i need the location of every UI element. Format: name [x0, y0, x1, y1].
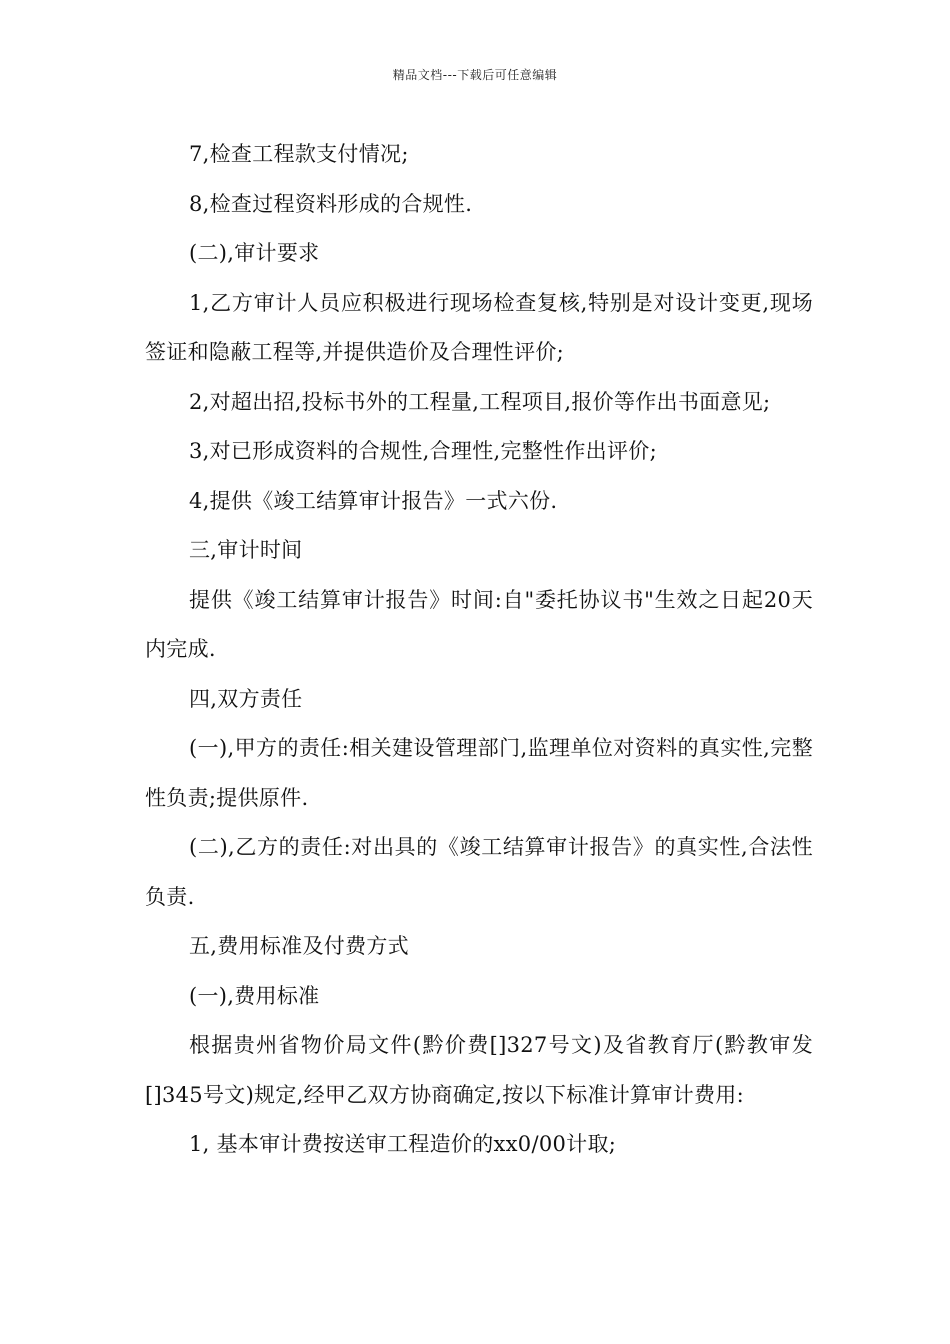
document-body	[145, 130, 813, 1170]
paragraph-party-a-responsibility: (一),甲方的责任:相关建设管理部门,监理单位对资料的真实性,完整性负责;提供原件.	[145, 736, 813, 810]
paragraph-basic-fee: 1, 基本审计费按送审工程造价的xx0/00计取;	[189, 1132, 617, 1156]
paragraph-item-7: 7,检查工程款支付情况;	[189, 142, 409, 166]
section-heading-audit-requirements: (二),审计要求	[189, 241, 320, 265]
page-header: 精品文档---下载后可任意编辑	[392, 68, 558, 82]
section-heading-responsibilities: 四,双方责任	[189, 686, 303, 711]
paragraph-party-b-responsibility: (二),乙方的责任:对出具的《竣工结算审计报告》的真实性,合法性负责.	[145, 835, 813, 909]
paragraph-audit-time: 提供《竣工结算审计报告》时间:自"委托协议书"生效之日起20天内完成.	[145, 587, 813, 661]
paragraph-requirement-3: 3,对已形成资料的合规性,合理性,完整性作出评价;	[189, 439, 657, 463]
section-heading-audit-time: 三,审计时间	[189, 538, 303, 562]
paragraph-requirement-4: 4,提供《竣工结算审计报告》一式六份.	[189, 488, 558, 513]
paragraph-item-8: 8,检查过程资料形成的合规性.	[189, 191, 473, 216]
section-heading-fees: 五,费用标准及付费方式	[189, 934, 409, 958]
subsection-heading-fee-standard: (一),费用标准	[189, 983, 320, 1008]
paragraph-requirement-1: 1,乙方审计人员应积极进行现场检查复核,特别是对设计变更,现场签证和隐蔽工程等,并提供造价及合理性评价;	[145, 290, 813, 364]
paragraph-requirement-2: 2,对超出招,投标书外的工程量,工程项目,报价等作出书面意见;	[189, 389, 771, 414]
paragraph-fee-basis: 根据贵州省物价局文件(黔价费[]327号文)及省教育厅(黔教审发 []345号文)规定,经甲乙双方协商确定,按以下标准计算审计费用:	[145, 1033, 813, 1107]
